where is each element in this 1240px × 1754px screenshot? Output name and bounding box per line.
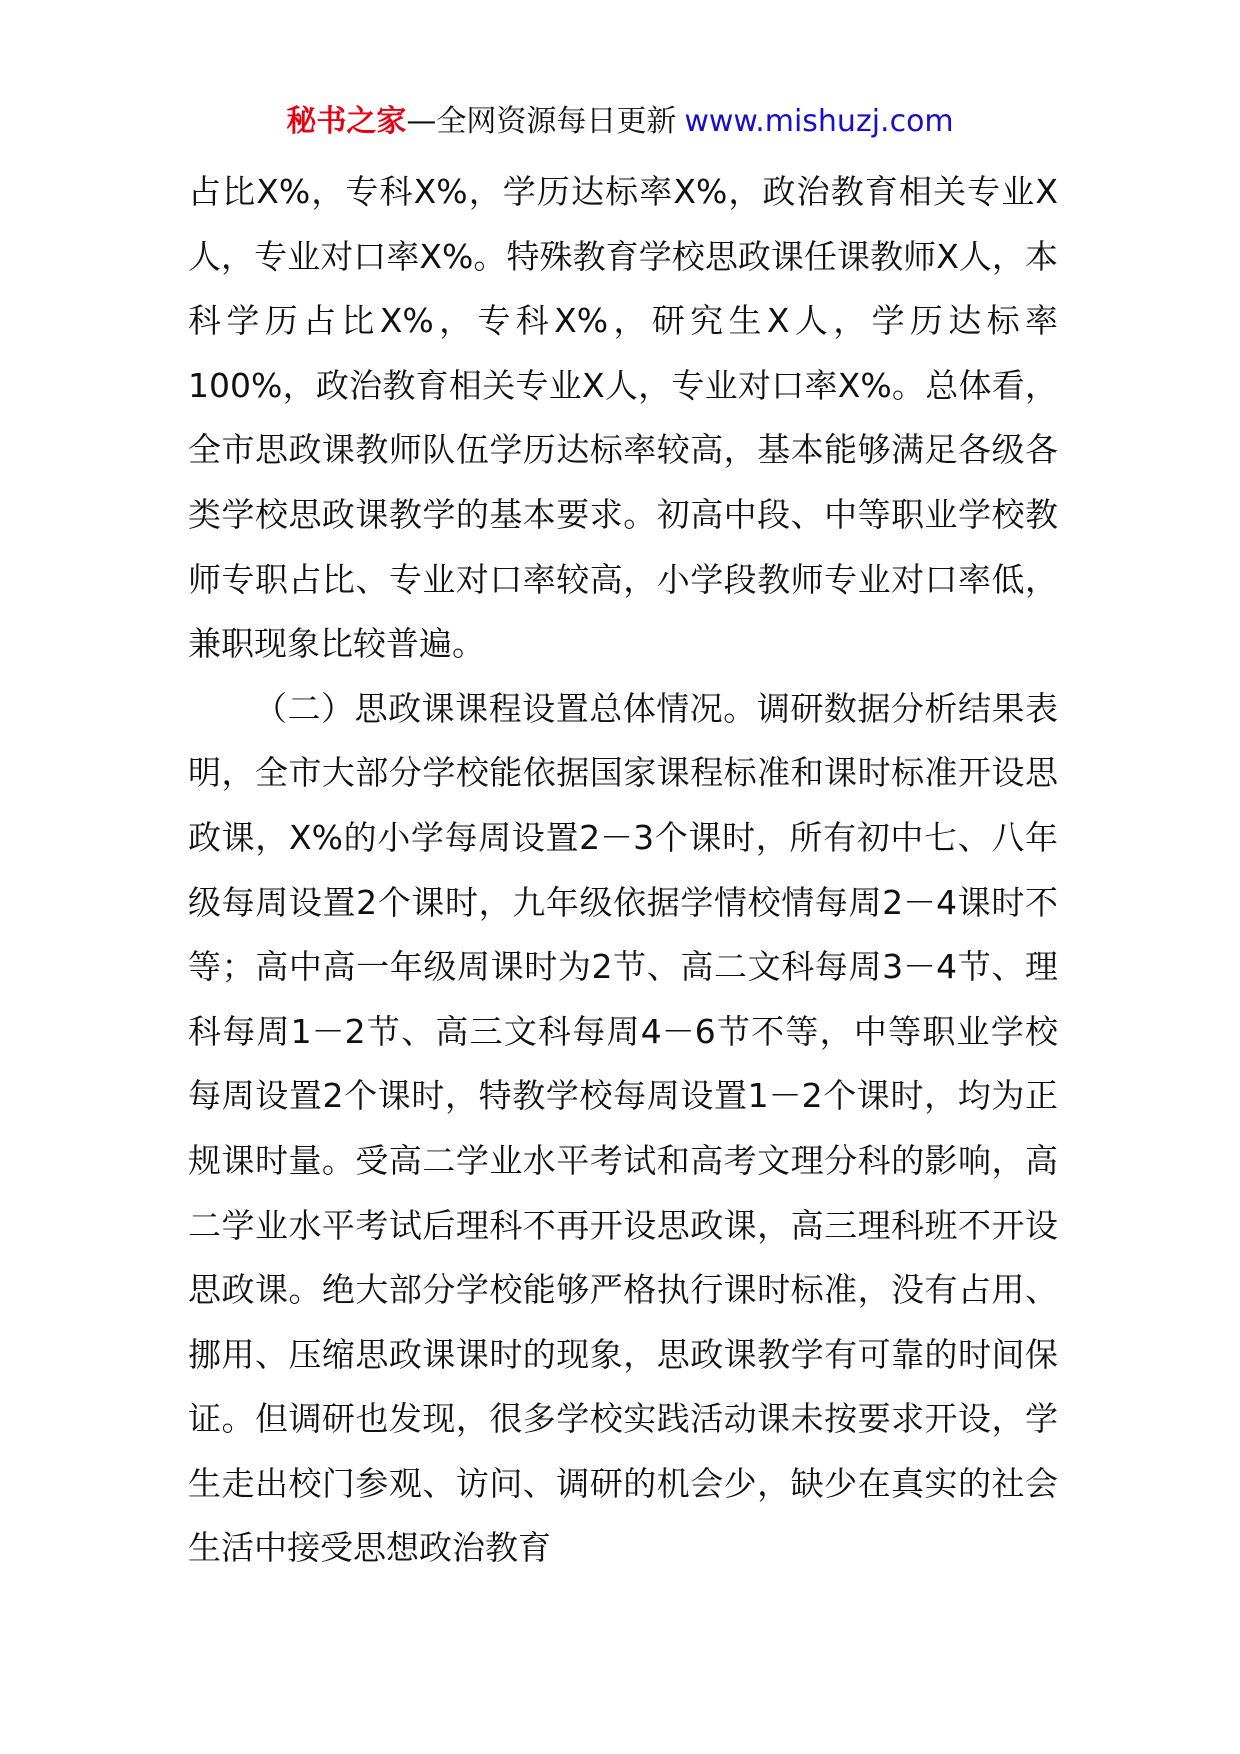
document-body [188, 160, 1058, 1581]
brand-name: 秘书之家 [286, 104, 407, 139]
header-tagline: —全网资源每日更新 [406, 104, 677, 139]
paragraph-continuation: 占比X%，专科X%，学历达标率X%，政治教育相关专业X人，专业对口率X%。特殊教育学校思政课任课教师X人，本科学历占比X%，专科X%，研究生X人，学历达标率100%，政治教育相关专业X人，专业对口率X%。总体看，全市思政课教师队伍学历达标率较高，基本能够满足各级各类学校思政课教学的基本要求。初高中段、中等职业学校教师专职占比、专业对口率较高，小学段教师专业对口率低，兼职现象比较普遍。 [188, 172, 1058, 664]
site-url-link[interactable]: www.mishuzj.com [684, 104, 954, 139]
page-header [0, 100, 1240, 144]
paragraph-course-setting: （二）思政课课程设置总体情况。调研数据分析结果表明，全市大部分学校能依据国家课程标准和课时标准开设思政课，X%的小学每周设置2－3个课时，所有初中七、八年级每周设置2个课时，九年级依据学情校情每周2－4课时不等；高中高一年级周课时为2节、高二文科每周3－4节、理科每周1－2节、高三文科每周4－6节不等，中等职业学校每周设置2个课时，特教学校每周设置1－2个课时，均为正规课时量。受高二学业水平考试和高考文理分科的影响，高二学业水平考试后理科不再开设思政课，高三理科班不开设思政课。绝大部分学校能够严格执行课时标准，没有占用、挪用、压缩思政课课时的现象，思政课教学有可靠的时间保证。但调研也发现，很多学校实践活动课未按要求开设，学生走出校门参观、访问、调研的机会少，缺少在真实的社会生活中接受思想政治教育 [188, 688, 1058, 1568]
